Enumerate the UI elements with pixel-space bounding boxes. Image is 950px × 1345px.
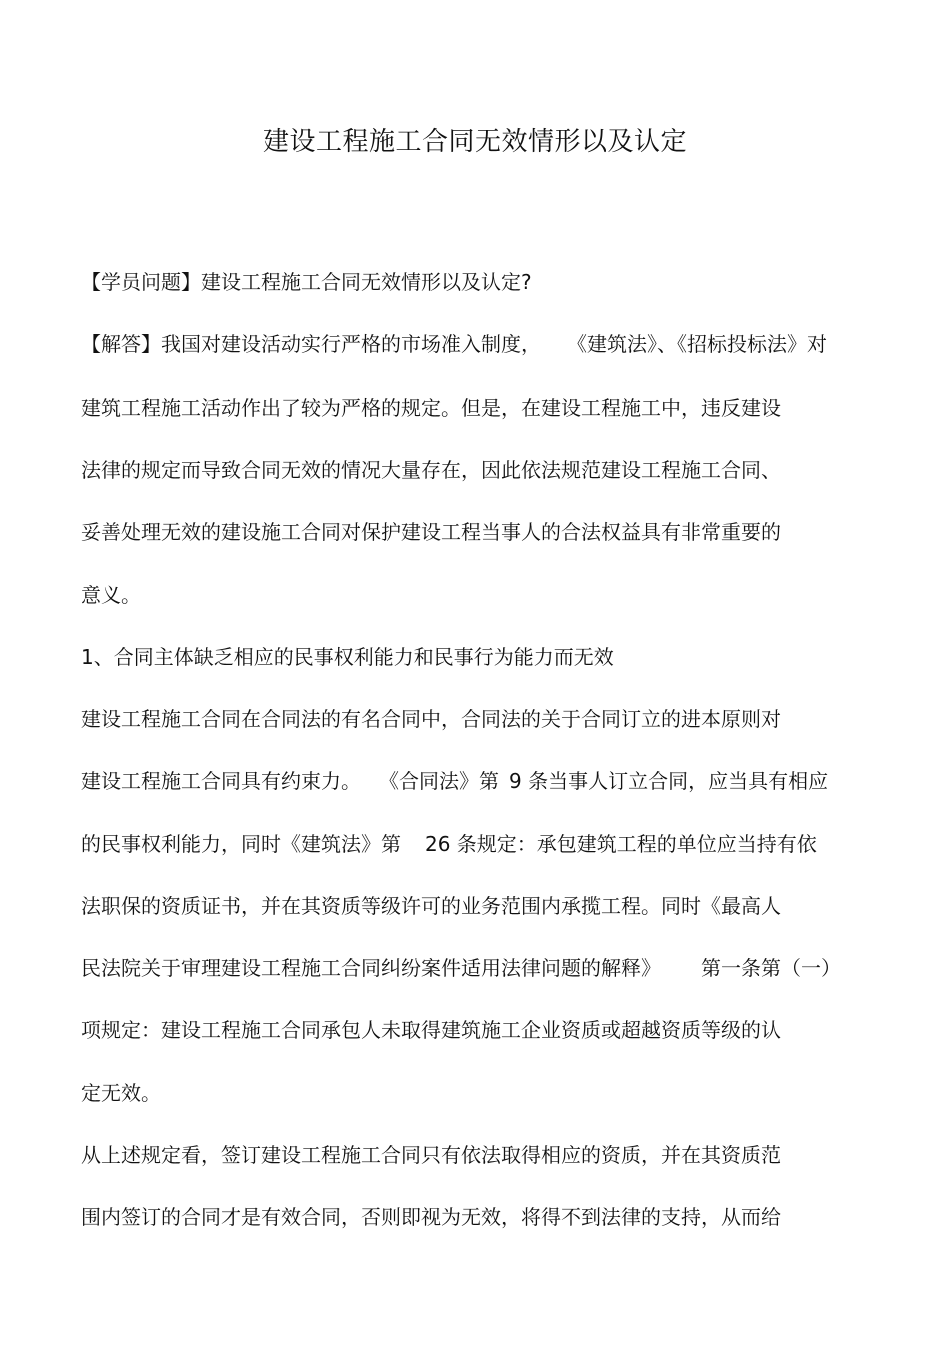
text-span: 【学员问题】建设工程施工合同无效情形以及认定? <box>81 270 532 294</box>
text-span: 9 条当事人订立合同，应当具有相应 <box>509 769 829 793</box>
answer-line-5 <box>81 581 141 609</box>
text-span: 定无效。 <box>81 1081 161 1105</box>
text-span: 第一条第（一） <box>701 956 841 980</box>
text-span: 民法院关于审理建设工程施工合同纠纷案件适用法律问题的解释》 <box>81 956 661 980</box>
text-span: 建设工程施工合同具有约束力。 <box>81 769 361 793</box>
text-span: 《建筑法》、《招标投标法》对 <box>567 332 827 356</box>
body-line-4 <box>81 892 781 920</box>
text-span: 法职保的资质证书，并在其资质等级许可的业务范围内承揽工程。同时《最高人 <box>81 894 781 918</box>
answer-line-3 <box>81 456 781 484</box>
body-line-2 <box>81 767 828 795</box>
body-line-1 <box>81 705 781 733</box>
body-line-7 <box>81 1079 161 1107</box>
text-span: 26 条规定：承包建筑工程的单位应当持有依 <box>425 832 817 856</box>
answer-line-2 <box>81 394 781 422</box>
text-span: 1、合同主体缺乏相应的民事权利能力和民事行为能力而无效 <box>81 645 614 669</box>
text-span: 围内签订的合同才是有效合同，否则即视为无效，将得不到法律的支持，从而给 <box>81 1205 781 1229</box>
document-title: 建设工程施工合同无效情形以及认定 <box>262 127 687 157</box>
text-span: 项规定：建设工程施工合同承包人未取得建筑施工企业资质或超越资质等级的认 <box>81 1018 781 1042</box>
text-span: 《合同法》第 <box>379 769 499 793</box>
body-line-8 <box>81 1141 781 1169</box>
text-span: 建筑工程施工活动作出了较为严格的规定。但是，在建设工程施工中，违反建设 <box>81 396 781 420</box>
section-heading-1 <box>81 643 614 671</box>
body-line-3 <box>81 830 817 858</box>
answer-line-4 <box>81 518 781 546</box>
body-line-6 <box>81 1016 781 1044</box>
text-span: 建设工程施工合同在合同法的有名合同中，合同法的关于合同订立的进本原则对 <box>81 707 781 731</box>
text-span: 意义。 <box>81 583 141 607</box>
text-span: 妥善处理无效的建设施工合同对保护建设工程当事人的合法权益具有非常重要的 <box>81 520 781 544</box>
answer-line-1 <box>81 330 827 358</box>
text-span: 【解答】我国对建设活动实行严格的市场准入制度， <box>81 332 541 356</box>
question-line <box>81 268 532 296</box>
body-line-9 <box>81 1203 781 1231</box>
text-span: 的民事权利能力，同时《建筑法》第 <box>81 832 401 856</box>
body-line-5 <box>81 954 841 982</box>
text-span: 从上述规定看，签订建设工程施工合同只有依法取得相应的资质，并在其资质范 <box>81 1143 781 1167</box>
text-span: 法律的规定而导致合同无效的情况大量存在，因此依法规范建设工程施工合同、 <box>81 458 781 482</box>
